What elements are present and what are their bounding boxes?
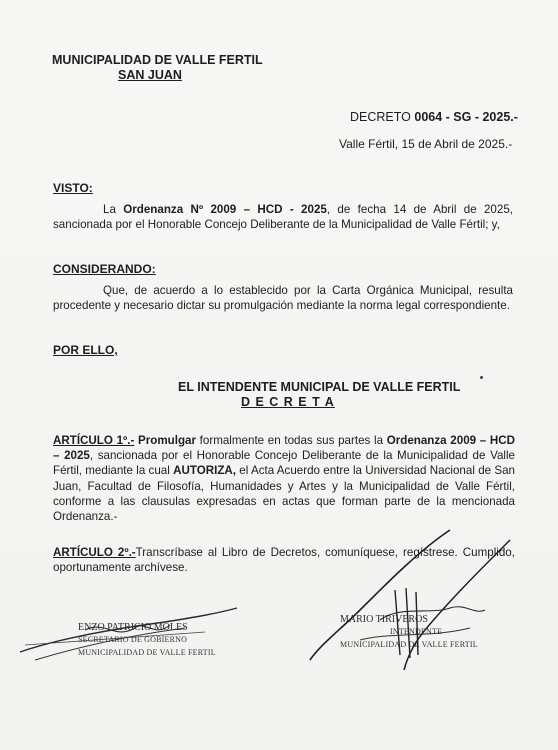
signature-right-name: MARIO TIRIVEROS [340, 614, 428, 625]
visto-paragraph: La Ordenanza Nº 2009 – HCD - 2025, de fecha 14 de Abril de 2025, sancionada por el Honorable Concejo Deliberante de la Municipalidad de Valle Fértil; y, [53, 203, 513, 232]
articulo-2-paragraph: ARTÍCULO 2º.-Transcríbase al Libro de Decretos, comuníquese, regístrese. Cumplido, oportunamente archívese. [53, 546, 515, 575]
signature-left-name: ENZO PATRICIO MOLES [78, 622, 188, 633]
signature-right-title: INTENDENTE [390, 627, 443, 636]
signature-right-entity: MUNICIPALIDAD DE VALLE FERTIL [340, 640, 478, 649]
articulo-1-paragraph: ARTÍCULO 1º.- Promulgar formalmente en todas sus partes la Ordenanza 2009 – HCD – 2025, sancionada por el Honorable Concejo Deliberante de la Municipalidad de Valle Fértil, mediante la cual AUTORIZA, el Acta Acuerdo entre la Universidad Nacional de San Juan, Facultad de Filosofía, Humanidades y Artes y la Municipalidad de Valle Fértil, conforme a las clausulas expresadas en actas que forman parte de la mencionada Ordenanza.- [53, 434, 515, 524]
decreta-heading: D E C R E T A [241, 395, 335, 409]
articulo-1-ordinance: Ordenanza 2009 – HCD – 2025 [53, 434, 515, 463]
articulo-1-label: ARTÍCULO 1º.- [53, 434, 135, 447]
municipality-name: MUNICIPALIDAD DE VALLE FERTIL [52, 53, 263, 67]
decree-number-value: 0064 - SG - 2025.- [414, 110, 518, 124]
articulo-1-autoriza: AUTORIZA, [173, 464, 237, 478]
province-name: SAN JUAN [118, 68, 182, 82]
considerando-paragraph: Que, de acuerdo a lo establecido por la Carta Orgánica Municipal, resulta procedente y necesario dictar su promulgación mediante la norma legal correspondiente. [53, 284, 513, 313]
visto-ordinance: Ordenanza Nº 2009 – HCD - 2025 [123, 203, 327, 216]
considerando-heading: CONSIDERANDO: [53, 262, 156, 276]
decree-number-label: DECRETO [350, 110, 415, 124]
articulo-2-label: ARTÍCULO 2º.- [53, 546, 136, 559]
place-date: Valle Fértil, 15 de Abril de 2025.- [339, 137, 513, 151]
intendente-heading: EL INTENDENTE MUNICIPAL DE VALLE FERTIL [178, 380, 461, 394]
ink-mark [480, 376, 483, 379]
visto-heading: VISTO: [53, 181, 93, 195]
signature-left-title: SECRETARIO DE GOBIERNO [78, 635, 188, 644]
signature-left-entity: MUNICIPALIDAD DE VALLE FERTIL [78, 648, 216, 657]
por-ello-heading: POR ELLO, [53, 343, 118, 357]
handwritten-signature-left [15, 600, 245, 670]
handwritten-signature-right [300, 520, 540, 680]
decree-number [350, 110, 518, 124]
